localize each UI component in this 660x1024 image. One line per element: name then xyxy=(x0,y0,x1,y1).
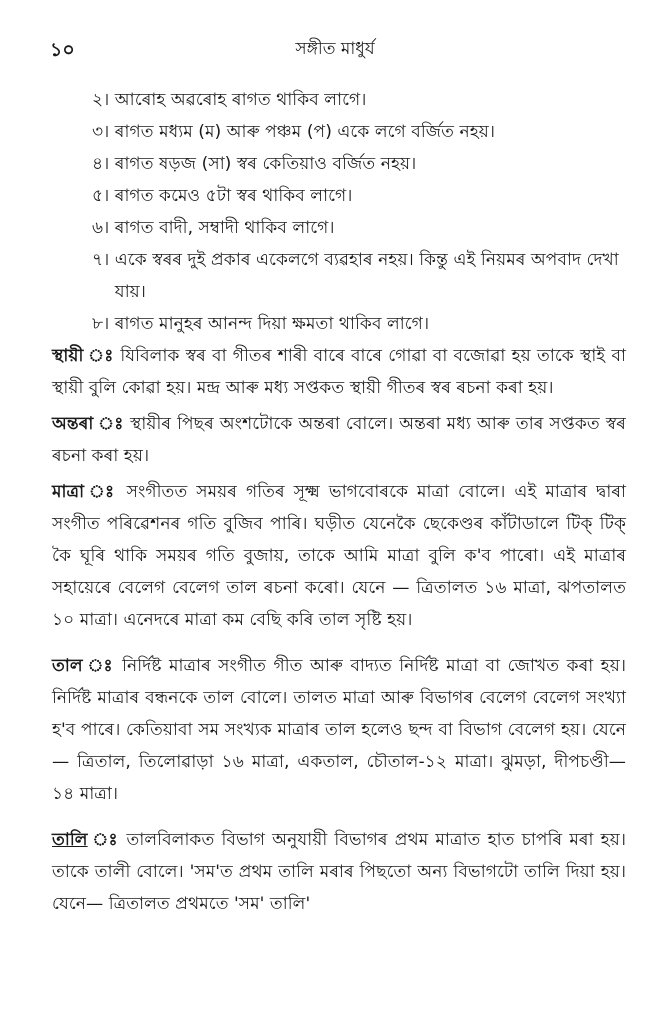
definition-antara xyxy=(52,408,626,472)
list-item xyxy=(92,244,626,308)
raga-rules-list xyxy=(92,84,626,340)
definition-sthayi xyxy=(52,340,626,404)
list-text: ৰাগত মানুহৰ আনন্দ দিয়া ক্ষমতা থাকিব লাগে। xyxy=(114,314,430,334)
definition-text: স্থায়ীৰ পিছৰ অংশটোকে অন্তৰা বোলে। অন্তৰা মধ্য আৰু তাৰ সপ্তকত স্বৰ ৰচনা কৰা হয়। xyxy=(52,414,626,466)
term-tali-suffix: ঃ xyxy=(87,830,120,850)
term-tal: তাল ঃ xyxy=(52,656,115,676)
term-sthayi: স্থায়ী ঃ xyxy=(52,346,115,366)
term-tali: তালি xyxy=(52,830,88,850)
list-item xyxy=(92,212,626,244)
list-item xyxy=(92,116,626,148)
definition-text: তালবিলাকত বিভাগ অনুযায়ী বিভাগৰ প্ৰথম মাত্ৰাত হাত চাপৰি মৰা হয়। তাকে তালী বোলে। 'সম'ত প্ৰথম তালি মৰাৰ পিছতো অন্য বিভাগটো তালি দিয়া হয়। যেনে— ত্ৰিতালত প্ৰথমতে 'সম' তালি' xyxy=(52,830,626,914)
definition-text: যিবিলাক স্বৰ বা গীতৰ শাৰী বাৰে বাৰে গোৱা বা বজোৱা হয় তাকে স্থাই বা স্থায়ী বুলি কোৱা হয়। মন্দ্ৰ আৰু মধ্য সপ্তকত স্থায়ী গীতৰ স্বৰ ৰচনা কৰা হয়। xyxy=(52,346,626,398)
page-header xyxy=(50,36,620,62)
list-text: ৰাগত মধ্যম (ম) আৰু পঞ্চম (প) একে লগে বৰ্জিত নহয়। xyxy=(114,122,496,142)
list-item xyxy=(92,180,626,212)
definition-text: নিৰ্দিষ্ট মাত্ৰাৰ সংগীত গীত আৰু বাদ্যত নিৰ্দিষ্ট মাত্ৰা বা জোখত কৰা হয়। নিৰ্দিষ্ট মাত্ৰাৰ বন্ধনকে তাল বোলে। তালত মাত্ৰা আৰু বিভাগৰ বেলেগ বেলেগ সংখ্যা হ'ব পাৰে। কেতিয়াবা সম সংখ্যক মাত্ৰাৰ তাল হলেও ছন্দ বা বিভাগ বেলেগ হয়। যেনে— ত্ৰিতাল, তিলোৱাড়া ১৬ মাত্ৰা, একতাল, চৌতাল-১২ মাত্ৰা। ঝুমড়া, দীপচণ্ডী— ১৪ মাত্ৰা। xyxy=(52,656,626,804)
list-text: ৰাগত বাদী, সম্বাদী থাকিব লাগে। xyxy=(114,218,335,238)
definition-tal xyxy=(52,650,626,810)
term-antara: অন্তৰা ঃ xyxy=(52,414,124,434)
list-text: ৰাগত ষড়জ (সা) স্বৰ কেতিয়াও বৰ্জিত নহয়। xyxy=(114,154,417,174)
list-text: আৰোহ অৱৰোহ ৰাগত থাকিব লাগে। xyxy=(114,90,367,110)
list-text: একে স্বৰৰ দুই প্ৰকাৰ একেলগে ব্যৱহাৰ নহয়। কিন্তু এই নিয়মৰ অপবাদ দেখা যায়। xyxy=(114,250,619,302)
list-number: ২। xyxy=(92,90,115,110)
definition-tali xyxy=(52,824,626,920)
list-number: ৪। xyxy=(92,154,115,174)
list-item xyxy=(92,148,626,180)
definition-matra xyxy=(52,476,626,636)
list-number: ৮। xyxy=(92,314,115,334)
page-number: ১০ xyxy=(50,39,75,61)
term-matra: মাত্ৰা ঃ xyxy=(52,482,118,502)
definition-text: সংগীতত সময়ৰ গতিৰ সূক্ষ্ম ভাগবোৰকে মাত্ৰা বোলে। এই মাত্ৰাৰ দ্বাৰা সংগীত পৰিৱেশনৰ গতি বুজিব পাৰি। ঘড়ীত যেনেকৈ ছেকেণ্ডৰ কাঁটাডালে টিক্ টিক্ কৈ ঘূৰি থাকি সময়ৰ গতি বুজায়, তাকে আমি মাত্ৰা বুলি ক'ব পাৰো। এই মাত্ৰাৰ সহায়েৰে বেলেগ বেলেগ তাল ৰচনা কৰো। যেনে — ত্ৰিতালত ১৬ মাত্ৰা, ঝপতালত ১০ মাত্ৰা। এনেদৰে মাত্ৰা কম বেছি কৰি তাল সৃষ্টি হয়। xyxy=(52,482,626,630)
list-text: ৰাগত কমেও ৫টা স্বৰ থাকিব লাগে। xyxy=(114,186,353,206)
page-body xyxy=(52,84,626,920)
list-number: ৭। xyxy=(92,250,115,270)
list-number: ৩। xyxy=(92,122,115,142)
list-item xyxy=(92,308,626,340)
running-title: সঙ্গীত মাধুৰ্য xyxy=(295,39,375,59)
list-number: ৫। xyxy=(92,186,115,206)
list-item xyxy=(92,84,626,116)
list-number: ৬। xyxy=(92,218,115,238)
